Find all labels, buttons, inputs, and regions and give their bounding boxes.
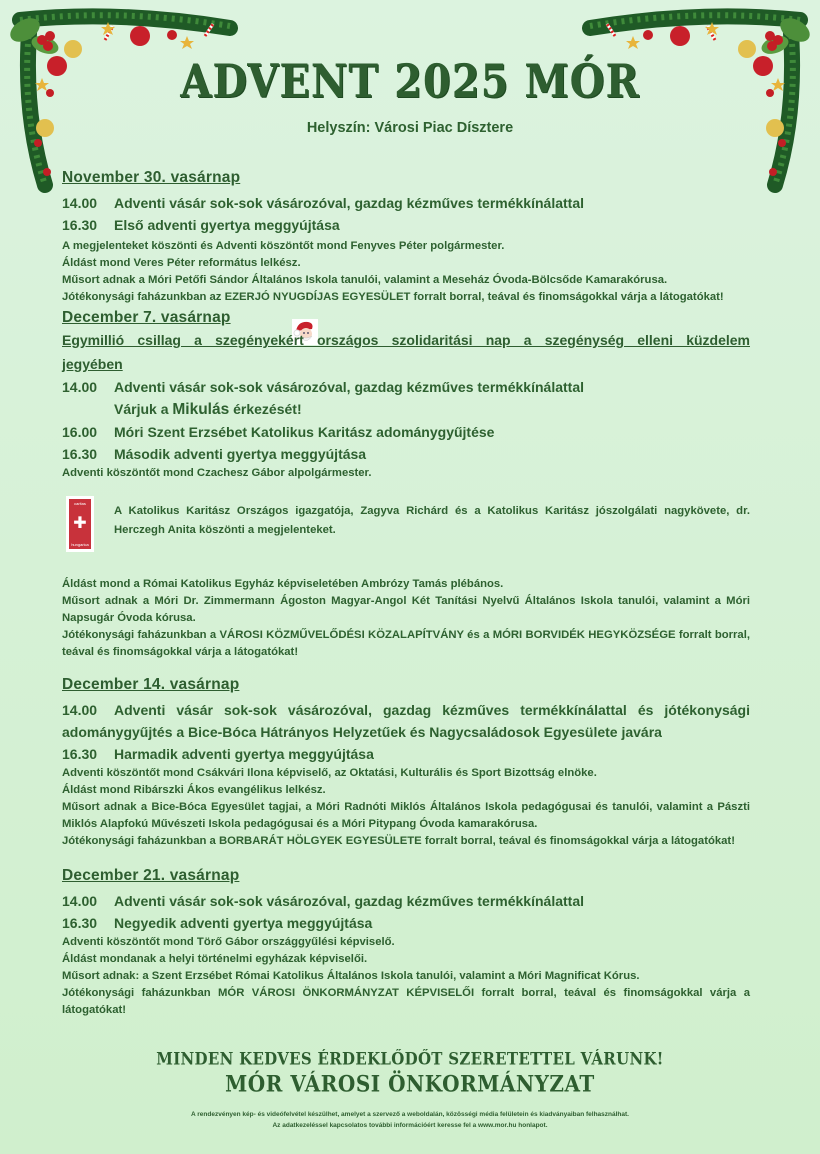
note-text: A megjelenteket köszönti és Adventi köszöntőt mond Fenyves Péter polgármester. <box>62 240 505 252</box>
day-section-nov-30 <box>62 168 750 306</box>
caritas-row <box>62 496 750 552</box>
event-desc: Várjuk a <box>114 401 173 417</box>
day-heading: December 14. vasárnap <box>62 676 240 693</box>
page-title: ADVENT 2025 MÓR <box>180 54 640 109</box>
event-item <box>62 192 750 214</box>
note-text: Műsort adnak a Bice-Bóca Egyesület tagjai, a Móri Radnóti Miklós Általános Iskola pedagógusai és tanulói, valamint a Pászti Miklós Alapfokú Művészeti Iskola pedagógusai és a Móri Pitypang Óvoda kamarakórusa. <box>62 801 750 830</box>
event-desc: Adventi vásár sok-sok vásározóval, gazdag kézműves termékkínálattal és jótékonysági adománygyűjtés a Bice-Bóca Hátrányos Helyzetűek és Nagycsaládosok Egyesülete javára <box>62 702 750 740</box>
event-time: 16.30 <box>62 446 98 462</box>
event-item <box>62 890 750 912</box>
day-heading: November 30. vasárnap <box>62 169 241 186</box>
event-desc: érkezését! <box>229 401 302 417</box>
event-desc: Adventi vásár sok-sok vásározóval, gazdag kézműves termékkínálattal <box>114 893 584 909</box>
note-text: Áldást mond Veres Péter református lelkész. <box>62 257 301 269</box>
fineprint-line: Az adatkezeléssel kapcsolatos további információért keresse fel a www.mor.hu honlapot. <box>272 1122 548 1129</box>
event-item <box>62 912 750 934</box>
note-text: Áldást mond Ribárszki Ákos evangélikus lelkész. <box>62 784 326 796</box>
event-time: 16.30 <box>62 217 98 233</box>
organizer-name: MÓR VÁROSI ÖNKORMÁNYZAT <box>225 1070 595 1098</box>
event-desc: Harmadik adventi gyertya meggyújtása <box>114 746 374 762</box>
closing-block <box>0 1050 820 1096</box>
note-text: A Katolikus Karitász Országos igazgatója, Zagyva Richárd és a Katolikus Karitász jószolgálati nagykövete, dr. Herczegh Anita köszönti a megjelenteket. <box>114 505 750 536</box>
event-desc: Móri Szent Erzsébet Katolikus Karitász adománygyűjtése <box>114 424 495 440</box>
mikulas-highlight: Mikulás <box>172 401 230 418</box>
event-desc: Negyedik adventi gyertya meggyújtása <box>114 915 373 931</box>
event-item <box>62 398 750 421</box>
day-section-dec-7 <box>62 308 750 661</box>
program-content <box>62 168 750 1019</box>
event-desc: Második adventi gyertya meggyújtása <box>114 446 367 462</box>
day-section-dec-21 <box>62 866 750 1019</box>
note-text: Műsort adnak a Móri Dr. Zimmermann Ágoston Magyar-Angol Két Tanítási Nyelvű Általános Iskola tanulói, valamint a Móri Napsugár Óvoda kórusa. <box>62 595 750 624</box>
event-time: 16.30 <box>62 746 98 762</box>
event-item <box>62 443 750 465</box>
note-text: Műsort adnak a Móri Petőfi Sándor Általános Iskola tanulói, valamint a Meseház Óvoda-Bölcsőde Kamarakórusa. <box>62 274 668 286</box>
day-subheading: Egymillió csillag a szegényekért országos szolidaritási nap a szegénység elleni küzdelem jegyében <box>62 332 750 372</box>
event-time: 16.30 <box>62 915 98 931</box>
note-text: Áldást mondanak a helyi történelmi egyházak képviselői. <box>62 953 368 965</box>
event-item <box>62 376 750 398</box>
note-text: Adventi köszöntőt mond Czachesz Gábor alpolgármester. <box>62 467 372 479</box>
welcome-message: MINDEN KEDVES ÉRDEKLŐDŐT SZERETETTEL VÁRUNK! <box>156 1049 664 1069</box>
event-time: 14.00 <box>62 702 98 718</box>
day-heading: December 21. vasárnap <box>62 867 240 884</box>
note-text: Adventi köszöntőt mond Csákvári Ilona képviselő, az Oktatási, Kulturális és Sport Bizottság elnöke. <box>62 767 597 779</box>
caritas-logo-icon: caritas ✚ hungarica <box>66 496 94 552</box>
event-desc: Adventi vásár sok-sok vásározóval, gazdag kézműves termékkínálattal <box>114 195 584 211</box>
note-text: Jótékonysági faházunkban a BORBARÁT HÖLGYEK EGYESÜLETE forralt borral, teával és finomságokkal várja a látogatókat! <box>62 835 735 847</box>
event-time: 14.00 <box>62 893 98 909</box>
event-time: 16.00 <box>62 424 98 440</box>
event-item <box>62 421 750 443</box>
event-item <box>62 214 750 236</box>
day-section-dec-14 <box>62 675 750 850</box>
event-time: 14.00 <box>62 195 98 211</box>
note-text: Jótékonysági faházunkban a VÁROSI KÖZMŰVELŐDÉSI KÖZALAPÍTVÁNY és a MÓRI BORVIDÉK HEGYKÖZSÉGE forralt borral, teával és finomságokkal várja a látogatókat! <box>62 629 750 658</box>
note-text: Műsort adnak: a Szent Erzsébet Római Katolikus Általános Iskola tanulói, valamint a Móri Magnificat Kórus. <box>62 970 640 982</box>
event-desc: Adventi vásár sok-sok vásározóval, gazdag kézműves termékkínálattal <box>114 379 584 395</box>
event-desc: Első adventi gyertya meggyújtása <box>114 217 340 233</box>
note-text: Jótékonysági faházunkban az EZERJÓ NYUGDÍJAS EGYESÜLET forralt borral, teával és finomságokkal várja a látogatókat! <box>62 291 724 303</box>
fineprint-line: A rendezvényen kép- és videófelvétel készülhet, amelyet a szervező a weboldalán, közösségi média felületein és kiadványaiban felhasználhat. <box>191 1111 629 1118</box>
note-text: Áldást mond a Római Katolikus Egyház képviseletében Ambrózy Tamás plébános. <box>62 578 504 590</box>
note-text: Jótékonysági faházunkban MÓR VÁROSI ÖNKORMÁNYZAT KÉPVISELŐI forralt borral, teával és finomságokkal várja a látogatókat! <box>62 987 750 1016</box>
location-text: Helyszín: Városi Piac Dísztere <box>306 120 514 136</box>
event-time: 14.00 <box>62 379 98 395</box>
day-heading: December 7. vasárnap <box>62 309 231 326</box>
event-item <box>62 743 750 765</box>
note-text: Adventi köszöntőt mond Törő Gábor országgyűlési képviselő. <box>62 936 395 948</box>
fineprint <box>0 1109 820 1131</box>
event-item <box>62 699 750 743</box>
